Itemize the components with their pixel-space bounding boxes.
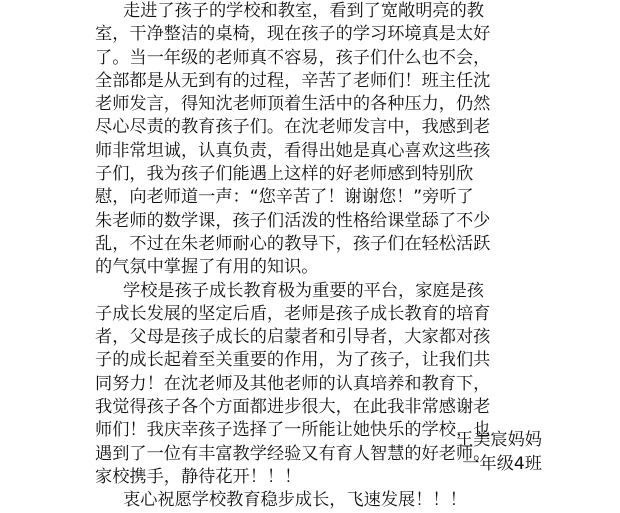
letter-line: 我觉得孩子各个方面都进步很大，在此我非常感谢老 — [95, 397, 491, 418]
signature-name: 王美宸妈妈 — [456, 430, 542, 450]
letter-line: 了。当一年级的老师真不容易，孩子们什么也不会， — [95, 47, 491, 68]
signature-block — [456, 429, 542, 476]
letter-line: 全部都是从无到有的过程，辛苦了老师们！班主任沈 — [95, 70, 491, 91]
letter-line: 家校携手，静待花开！！！ — [95, 466, 302, 487]
letter-line: 子们，我为孩子们能遇上这样的好老师感到特别欣 — [95, 164, 474, 185]
letter-line: 学校是孩子成长教育极为重要的平台，家庭是孩 — [123, 280, 484, 301]
letter-line: 慰，向老师道一声：“您辛苦了！谢谢您！”旁听了 — [95, 187, 474, 208]
letter-line: 乱，不过在朱老师耐心的教导下，孩子们在轻松活跃 — [95, 233, 491, 254]
letter-line: 同努力！在沈老师及其他老师的认真培养和教育下， — [95, 373, 491, 394]
letter-line: 老师发言，得知沈老师顶着生活中的各种压力，仍然 — [95, 94, 491, 115]
letter-line: 者，父母是孩子成长的启蒙者和引导者，大家都对孩 — [95, 327, 491, 348]
letter-line: 遇到了一位有丰富教学经验又有育人智慧的好老师。 — [95, 443, 491, 464]
letter-line: 走进了孩子的学校和教室，看到了宽敞明亮的教 — [123, 1, 484, 21]
signature-class: 一年级4班 — [462, 453, 542, 474]
letter-line: 的气氛中掌握了有用的知识。 — [95, 257, 319, 278]
letter-line: 室，干净整洁的桌椅，现在孩子的学习环境真是太好 — [95, 24, 491, 45]
letter-line: 师们！我庆幸孩子选择了一所能让她快乐的学校，也 — [95, 420, 491, 441]
letter-line: 朱老师的数学课，孩子们活泼的性格给课堂舔了不少 — [95, 210, 491, 231]
letter-line: 尽心尽责的教育孩子们。在沈老师发言中，我感到老 — [95, 117, 491, 138]
letter-line: 子成长发展的坚定后盾，老师是孩子成长教育的培育 — [95, 303, 491, 324]
letter-line: 师非常坦诚，认真负责，看得出她是真心喜欢这些孩 — [95, 140, 491, 161]
letter-line: 子的成长起着至关重要的作用，为了孩子，让我们共 — [95, 350, 491, 371]
letter-line: 衷心祝愿学校教育稳步成长，飞速发展！！！ — [123, 490, 467, 511]
